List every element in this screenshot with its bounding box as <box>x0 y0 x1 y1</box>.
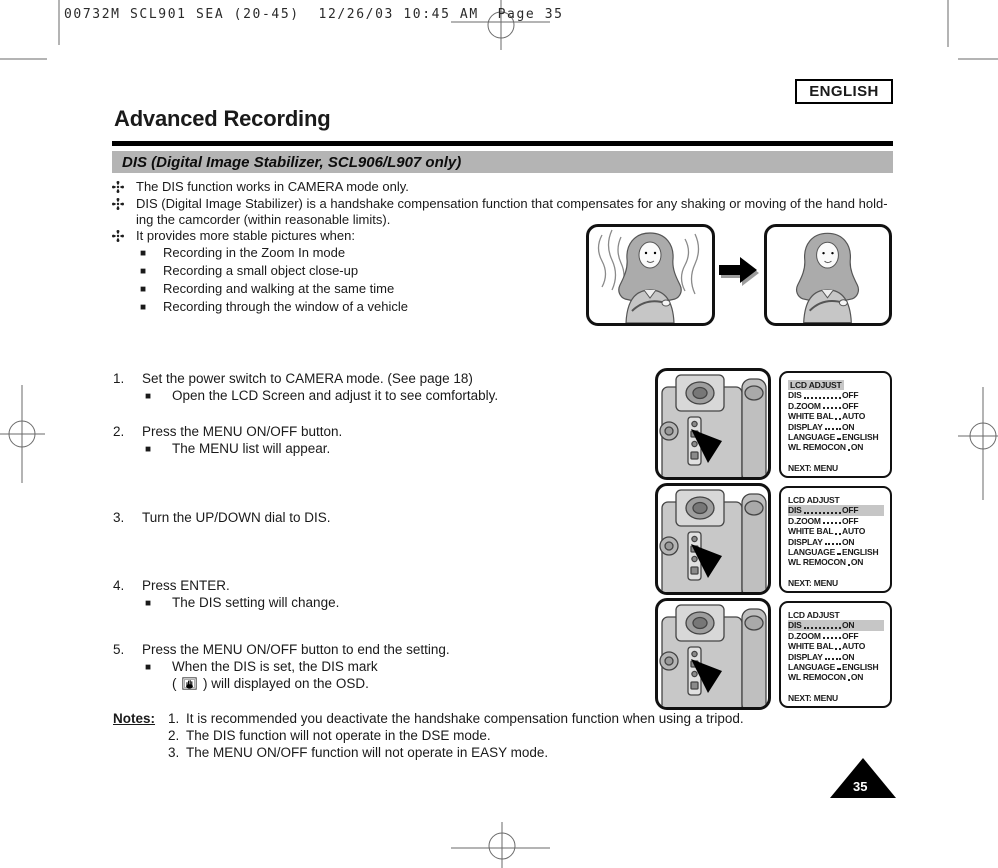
bullet-text: The DIS function works in CAMERA mode only. <box>136 179 409 194</box>
camcorder-drawing <box>658 371 768 477</box>
dot-leader <box>835 648 841 650</box>
stable-picture-illustration <box>764 224 892 326</box>
notes-items <box>168 710 744 761</box>
osd-menu-item <box>788 505 884 515</box>
osd-item-value: ON <box>850 672 864 683</box>
square-bullet-icon: ■ <box>140 301 147 313</box>
note-number: 2. <box>168 728 180 743</box>
osd-menu <box>779 486 892 593</box>
square-bullet-icon: ■ <box>140 248 147 260</box>
dot-leader <box>837 553 841 555</box>
osd-item-value: OFF <box>842 515 859 526</box>
osd-menu-item <box>788 526 884 536</box>
osd-item-label: DIS <box>788 620 802 631</box>
osd-menu-item <box>788 547 884 557</box>
step-text: Turn the UP/DOWN dial to DIS. <box>142 510 331 525</box>
osd-menu-item <box>788 652 884 662</box>
osd-item-label: D.ZOOM <box>788 400 821 411</box>
osd-item-label: WHITE BAL <box>788 641 834 652</box>
osd-menu-item <box>788 620 884 630</box>
dot-leader <box>825 658 841 660</box>
step-number: 5. <box>113 642 125 657</box>
step-sub-line: ( ) will displayed on the OSD. <box>172 676 369 691</box>
page-number-marker <box>830 758 896 798</box>
note-item <box>168 710 744 727</box>
step-body <box>142 371 498 405</box>
osd-menu-title <box>788 610 884 620</box>
language-badge: ENGLISH <box>795 79 893 104</box>
dot-leader <box>848 679 850 681</box>
instruction-step <box>113 642 673 693</box>
note-text: It is recommended you deactivate the handshake compensation function when using a tripod. <box>186 711 744 726</box>
title-rule <box>112 141 893 146</box>
osd-item-label: LANGUAGE <box>788 662 836 673</box>
osd-item-label: DISPLAY <box>788 536 823 547</box>
osd-item-value: OFF <box>842 630 859 641</box>
osd-menu-item <box>788 672 884 682</box>
step-sub-text <box>142 441 342 459</box>
osd-menu <box>779 601 892 708</box>
osd-menu-item <box>788 390 884 400</box>
osd-menu-title-text: LCD ADJUST <box>788 495 840 505</box>
osd-item-value: OFF <box>842 400 859 411</box>
sub-bullet-text: Recording in the Zoom In mode <box>163 245 346 261</box>
step-number: 3. <box>113 510 125 525</box>
osd-item-value: OFF <box>842 505 859 516</box>
step-sub-text <box>142 659 450 677</box>
note-number: 1. <box>168 711 180 726</box>
square-bullet-icon: ■ <box>145 443 152 455</box>
osd-menu-item <box>788 432 884 442</box>
osd-item-value: ENGLISH <box>842 432 879 443</box>
note-number: 3. <box>168 745 180 760</box>
clover-bullet-icon <box>112 179 136 196</box>
notes-label: Notes: <box>113 711 156 726</box>
osd-item-value: ON <box>842 421 855 432</box>
instruction-step <box>113 371 673 405</box>
osd-blank-line <box>788 453 884 463</box>
note-text: The DIS function will not operate in the DSE mode. <box>186 728 491 743</box>
osd-item-value: AUTO <box>842 411 866 422</box>
square-bullet-icon: ■ <box>145 661 152 673</box>
section-title: DIS (Digital Image Stabilizer, SCL906/L907 only) <box>122 153 462 171</box>
shaky-picture-illustration <box>586 224 715 326</box>
step-text: Press the MENU ON/OFF button to end the setting. <box>142 642 450 657</box>
dot-leader <box>804 512 841 514</box>
osd-item-label: D.ZOOM <box>788 630 821 641</box>
osd-menu-item <box>788 662 884 672</box>
step-body <box>142 510 331 527</box>
page-title: Advanced Recording <box>114 106 331 131</box>
step-text: Press ENTER. <box>142 578 230 593</box>
osd-menu-item <box>788 641 884 651</box>
camcorder-drawing <box>658 601 768 707</box>
osd-item-label: LANGUAGE <box>788 432 836 443</box>
step-body <box>142 642 450 693</box>
feature-bullet <box>112 179 898 196</box>
square-bullet-icon: ■ <box>140 284 147 295</box>
step-number: 4. <box>113 578 125 593</box>
step-body <box>142 424 342 458</box>
osd-item-label: WL REMOCON <box>788 557 846 568</box>
bullet-text: DIS (Digital Image Stabilizer) is a handshake compensation function that compensates for any shaking or moving of the hand hold- ing the camcorder (within reasonable limits). <box>136 196 888 228</box>
camcorder-drawing <box>658 486 768 592</box>
camcorder-illustration <box>655 368 771 480</box>
osd-item-label: DIS <box>788 390 802 401</box>
step-sub-line: When the DIS is set, the DIS mark <box>172 658 378 674</box>
step-text: Press the MENU ON/OFF button. <box>142 424 343 439</box>
osd-item-value: OFF <box>842 390 859 401</box>
camcorder-illustration <box>655 483 771 595</box>
osd-menu-item <box>788 631 884 641</box>
osd-item-label: D.ZOOM <box>788 515 821 526</box>
osd-menu-footer: NEXT: MENU <box>788 692 838 703</box>
osd-item-value: ON <box>850 442 864 453</box>
step-sub-line: The DIS setting will change. <box>172 594 340 610</box>
instruction-step <box>113 510 673 527</box>
osd-item-value: ON <box>842 536 855 547</box>
step-number: 2. <box>113 424 125 439</box>
dot-leader <box>804 397 841 399</box>
osd-blank-line <box>788 683 884 693</box>
section-header <box>112 151 893 173</box>
osd-item-label: WL REMOCON <box>788 672 846 683</box>
dot-leader <box>837 668 841 670</box>
note-item <box>168 744 744 761</box>
dot-leader <box>823 407 841 409</box>
step-sub-text <box>142 388 498 406</box>
osd-item-label: DISPLAY <box>788 421 823 432</box>
sub-bullet-text: Recording and walking at the same time <box>163 281 395 296</box>
osd-menu-footer: NEXT: MENU <box>788 577 838 588</box>
dot-leader <box>825 543 841 545</box>
step-body <box>142 578 339 612</box>
dot-leader <box>835 418 841 420</box>
right-arrow-icon <box>719 255 761 292</box>
osd-item-value: ON <box>842 651 855 662</box>
step-sub-text <box>142 595 339 613</box>
osd-menu-title-text: LCD ADJUST <box>790 380 842 390</box>
dot-leader <box>804 627 841 629</box>
osd-menu-title <box>788 495 884 505</box>
step-text: Set the power switch to CAMERA mode. (See page 18) <box>142 371 473 386</box>
dot-leader <box>848 449 850 451</box>
notes-section <box>113 710 895 761</box>
osd-item-label: DIS <box>788 505 802 516</box>
osd-menu-item <box>788 537 884 547</box>
square-bullet-icon: ■ <box>145 390 152 402</box>
square-bullet-icon: ■ <box>145 597 152 609</box>
osd-menu-title-text: LCD ADJUST <box>788 610 840 620</box>
osd-item-label: WL REMOCON <box>788 442 846 453</box>
osd-menu-item <box>788 442 884 452</box>
instruction-step <box>113 424 673 458</box>
sub-bullet-text: Recording a small object close-up <box>163 263 359 279</box>
dot-leader <box>848 564 850 566</box>
osd-menu-title <box>788 380 884 390</box>
osd-item-label: DISPLAY <box>788 651 823 662</box>
step-sub-line: The MENU list will appear. <box>172 440 331 456</box>
step-sub-line: Open the LCD Screen and adjust it to see comfortably. <box>172 387 499 403</box>
dot-leader <box>823 637 841 639</box>
print-header: 00732M SCL901 SEA (20-45) 12/26/03 10:45 AM Page 35 <box>64 7 564 22</box>
osd-blank-line <box>788 568 884 578</box>
dis-mark-icon <box>182 677 197 690</box>
clover-bullet-icon <box>112 196 136 228</box>
osd-item-value: AUTO <box>842 641 866 652</box>
osd-item-label: WHITE BAL <box>788 526 834 537</box>
dot-leader <box>835 533 841 535</box>
sub-bullet-text: Recording through the window of a vehicle <box>163 298 408 314</box>
osd-menu-item <box>788 516 884 526</box>
osd-item-value: ENGLISH <box>842 662 879 673</box>
dot-leader <box>825 428 841 430</box>
dot-leader <box>837 438 841 440</box>
osd-menu-item <box>788 401 884 411</box>
osd-item-value: ENGLISH <box>842 547 879 558</box>
bullet-text: It provides more stable pictures when: <box>136 228 355 244</box>
camcorder-illustration <box>655 598 771 710</box>
osd-menu-footer: NEXT: MENU <box>788 462 838 473</box>
dot-leader <box>823 522 841 524</box>
osd-item-label: WHITE BAL <box>788 411 834 422</box>
square-bullet-icon: ■ <box>140 266 147 278</box>
osd-menu-item <box>788 422 884 432</box>
step-number: 1. <box>113 371 125 386</box>
instruction-step <box>113 578 673 612</box>
osd-menu-item <box>788 557 884 567</box>
osd-menu <box>779 371 892 478</box>
osd-item-value: ON <box>842 620 855 631</box>
note-item <box>168 727 744 744</box>
page-number: 35 <box>853 779 868 794</box>
osd-item-value: ON <box>850 557 864 568</box>
note-text: The MENU ON/OFF function will not operate in EASY mode. <box>186 745 549 760</box>
clover-bullet-icon <box>112 228 136 245</box>
osd-menu-item <box>788 411 884 421</box>
step-sub-text <box>142 676 450 693</box>
osd-item-label: LANGUAGE <box>788 547 836 558</box>
osd-item-value: AUTO <box>842 526 866 537</box>
